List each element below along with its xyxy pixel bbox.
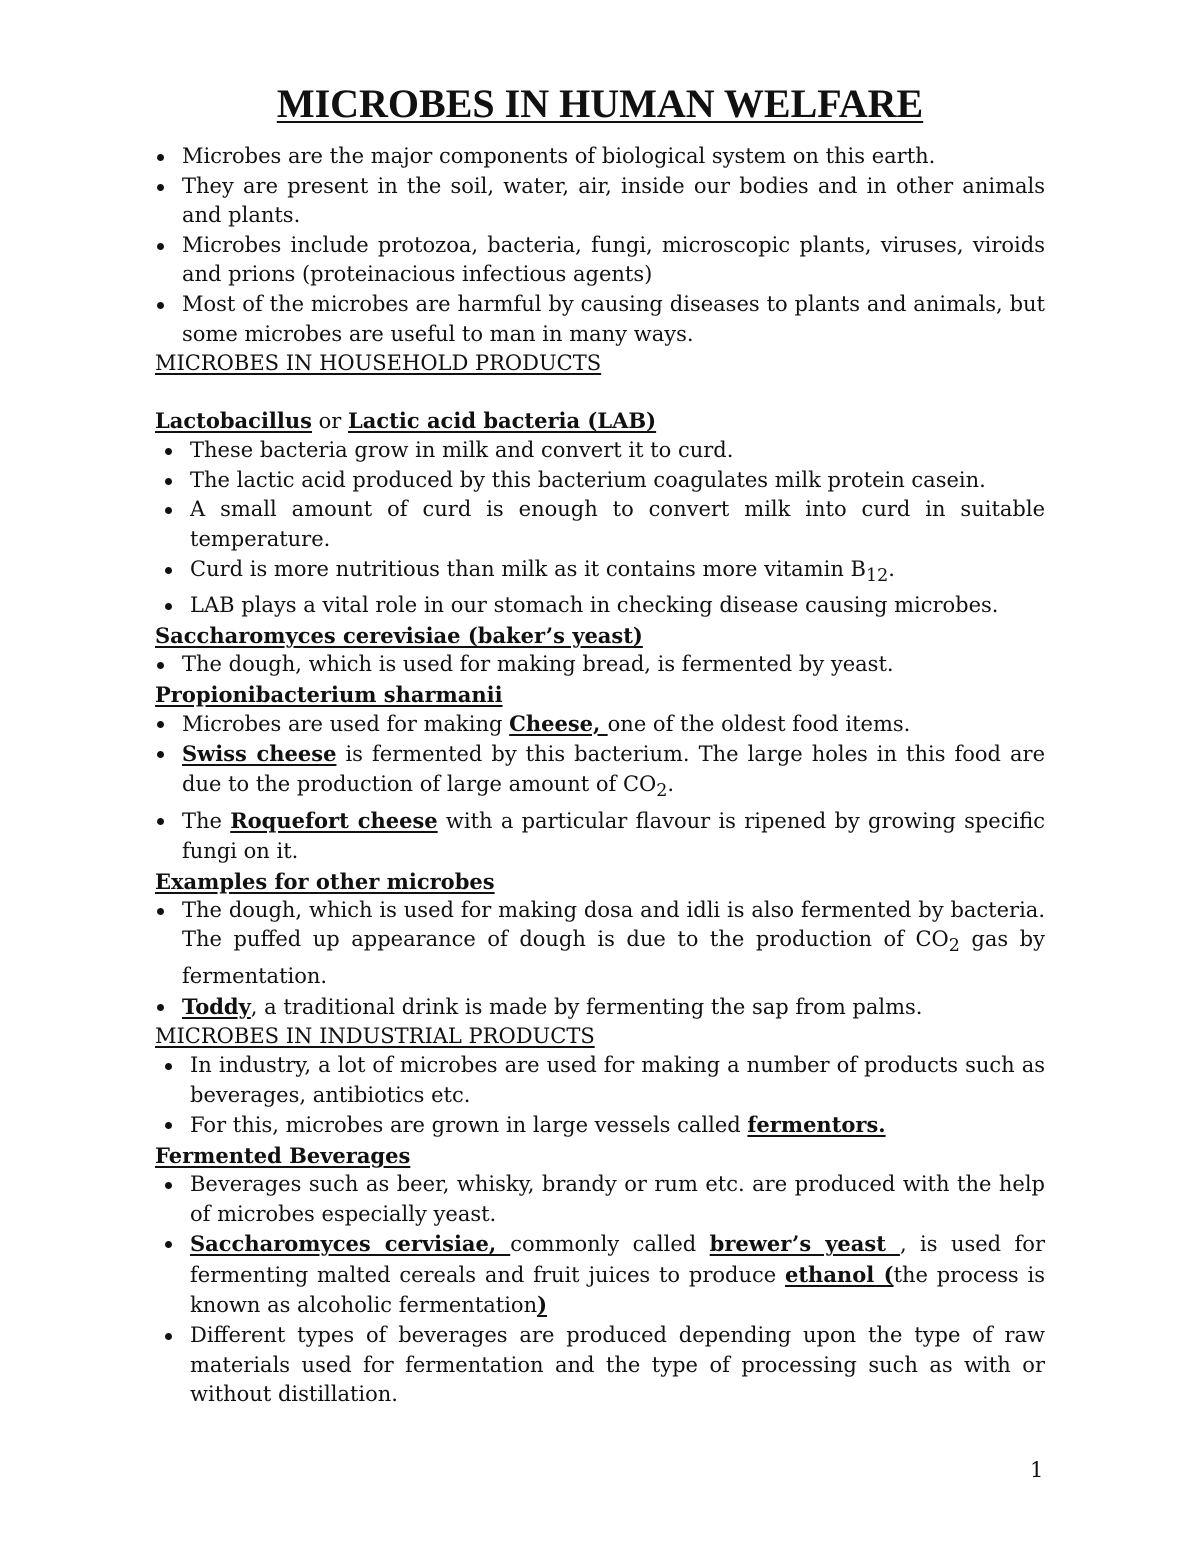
bullet-icon bbox=[165, 603, 172, 610]
sub-heading-lactobacillus: Lactobacillus or Lactic acid bacteria (LAB) bbox=[155, 408, 657, 434]
sub-heading-fermented-beverages: Fermented Beverages bbox=[155, 1143, 411, 1168]
bullet-icon bbox=[157, 1004, 164, 1011]
list-item: Different types of beverages are produced depending upon the type of raw materials used for fermentation and the type of processing such as with or without distillation. bbox=[155, 1321, 1045, 1410]
bullet-icon bbox=[165, 567, 172, 574]
lab-list bbox=[155, 436, 1045, 621]
sub-heading-other-microbes: Examples for other microbes bbox=[155, 868, 495, 894]
page-number: 1 bbox=[1030, 1458, 1044, 1482]
bullet-icon bbox=[165, 507, 172, 514]
bullet-icon bbox=[157, 908, 164, 915]
list-item: The lactic acid produced by this bacterium coagulates milk protein casein. bbox=[155, 466, 1045, 496]
bullet-icon bbox=[157, 184, 164, 191]
list-item: Swiss cheese is fermented by this bacterium. The large holes in this food are due to the production of large amount of $CO_2$. bbox=[155, 739, 1045, 806]
bullet-icon bbox=[157, 721, 164, 728]
list-item: Microbes are used for making Cheese, one of the oldest food items. bbox=[155, 709, 1045, 740]
list-item: Beverages such as beer, whisky, brandy or rum etc. are produced with the help of microbes especially yeast. bbox=[155, 1170, 1045, 1229]
list-item: For this, microbes are grown in large vessels called fermentors. bbox=[155, 1110, 1045, 1141]
bullet-icon bbox=[157, 302, 164, 309]
list-item: The Roquefort cheese with a particular flavour is ripened by growing specific fungi on it. bbox=[155, 806, 1045, 866]
bullet-icon bbox=[165, 478, 172, 485]
bullet-icon bbox=[157, 154, 164, 161]
list-item: They are present in the soil, water, air, inside our bodies and in other animals and plants. bbox=[155, 172, 1045, 231]
list-item: The dough, which is used for making bread, is fermented by yeast. bbox=[155, 650, 1045, 680]
bullet-icon bbox=[157, 243, 164, 250]
bullet-icon bbox=[165, 448, 172, 455]
bullet-icon bbox=[165, 1182, 172, 1189]
list-item: Most of the microbes are harmful by causing diseases to plants and animals, but some microbes are useful to man in many ways. bbox=[155, 290, 1045, 349]
blank-line bbox=[155, 378, 1045, 406]
section-heading-household: MICROBES IN HOUSEHOLD PRODUCTS bbox=[155, 351, 602, 376]
list-item: Microbes include protozoa, bacteria, fungi, microscopic plants, viruses, viroids and prions (proteinacious infectious agents) bbox=[155, 231, 1045, 290]
other-microbes-list bbox=[155, 896, 1045, 1023]
industrial-list bbox=[155, 1051, 1045, 1141]
intro-list bbox=[155, 142, 1045, 349]
bullet-icon bbox=[157, 751, 164, 758]
beverages-list bbox=[155, 1170, 1045, 1410]
bullet-icon bbox=[165, 1333, 172, 1340]
list-item: The dough, which is used for making dosa and idli is also fermented by bacteria. The puffed up appearance of dough is due to the production of $CO_2$ gas by fermentation. bbox=[155, 896, 1045, 992]
bullet-icon bbox=[165, 1063, 172, 1070]
bullet-icon bbox=[165, 1122, 172, 1129]
document-title: MICROBES IN HUMAN WELFARE bbox=[276, 81, 924, 126]
section-heading-industrial: MICROBES IN INDUSTRIAL PRODUCTS bbox=[155, 1024, 595, 1049]
sub-heading-propionibacterium: Propionibacterium sharmanii bbox=[155, 681, 503, 707]
sub-heading-yeast: Saccharomyces cerevisiae (baker’s yeast) bbox=[155, 622, 643, 648]
bullet-icon bbox=[157, 662, 164, 669]
yeast-list bbox=[155, 650, 1045, 680]
list-item: Toddy, a traditional drink is made by fermenting the sap from palms. bbox=[155, 992, 1045, 1023]
list-item: In industry, a lot of microbes are used for making a number of products such as beverages, antibiotics etc. bbox=[155, 1051, 1045, 1110]
list-item: LAB plays a vital role in our stomach in checking disease causing microbes. bbox=[155, 591, 1045, 621]
list-item: These bacteria grow in milk and convert it to curd. bbox=[155, 436, 1045, 466]
list-item: A small amount of curd is enough to convert milk into curd in suitable temperature. bbox=[155, 495, 1045, 554]
document-page bbox=[155, 80, 1045, 1410]
list-item: Microbes are the major components of biological system on this earth. bbox=[155, 142, 1045, 172]
bullet-icon bbox=[165, 1241, 172, 1248]
propioni-list bbox=[155, 709, 1045, 867]
list-item: Curd is more nutritious than milk as it contains more vitamin $B_{12}$. bbox=[155, 555, 1045, 592]
list-item: Saccharomyces cervisiae, commonly called brewer’s yeast , is used for fermenting malted cereals and fruit juices to produce ethanol (the process is known as alcoholic fermentation) bbox=[155, 1229, 1045, 1321]
bullet-icon bbox=[157, 818, 164, 825]
